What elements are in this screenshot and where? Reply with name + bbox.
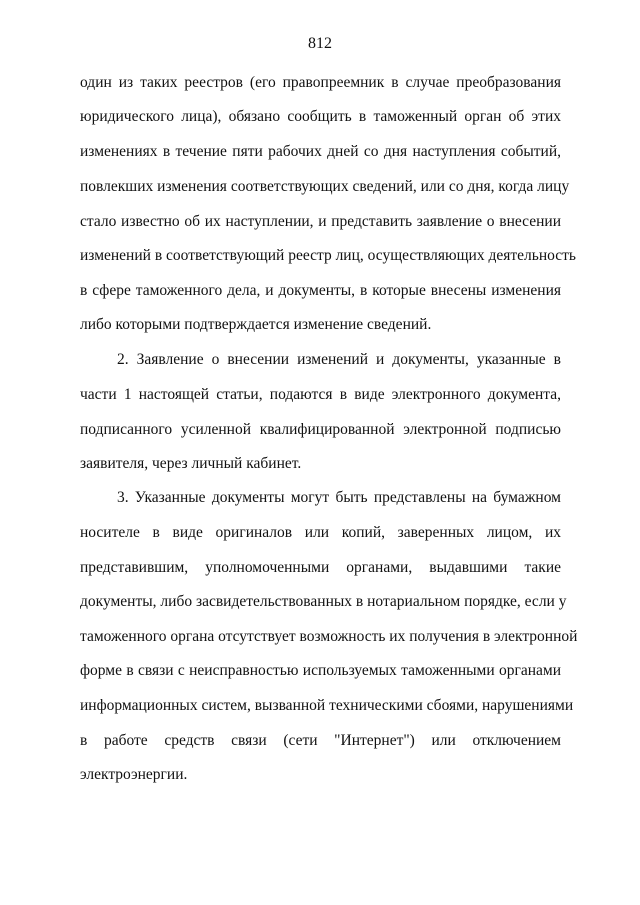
text-line: повлекших изменения соответствующих сведений, или со дня, когда лицу — [80, 178, 570, 195]
text-line: изменениях в течение пяти рабочих дней со дня наступления событий, — [80, 143, 561, 160]
paragraph-2-first-line: 2. Заявление о внесении изменений и документы, указанные в — [117, 351, 561, 368]
text-line: в работе средств связи (сети "Интернет") или отключением — [80, 732, 561, 749]
text-line: представившим, уполномоченными органами, выдавшими такие — [80, 559, 561, 576]
text-line: изменений в соответствующий реестр лиц, осуществляющих деятельность — [80, 247, 576, 264]
paragraph-3-first-line: 3. Указанные документы могут быть представлены на бумажном — [117, 489, 561, 506]
text-line: информационных систем, вызванной техническими сбоями, нарушениями — [80, 697, 574, 714]
text-line: носителе в виде оригиналов или копий, заверенных лицом, их — [80, 524, 561, 541]
text-line: юридического лица), обязано сообщить в таможенный орган об этих — [80, 108, 561, 125]
text-line: электроэнергии. — [80, 766, 188, 783]
text-line: в сфере таможенного дела, и документы, в которые внесены изменения — [80, 282, 561, 299]
text-line: таможенного органа отсутствует возможность их получения в электронной — [80, 628, 578, 645]
text-line: форме в связи с неисправностью используемых таможенными органами — [80, 662, 561, 679]
text-line: документы, либо засвидетельствованных в нотариальном порядке, если у — [80, 593, 567, 610]
text-line: либо которыми подтверждается изменение сведений. — [80, 316, 432, 333]
page-number: 812 — [308, 35, 332, 52]
text-line: стало известно об их наступлении, и представить заявление о внесении — [80, 213, 561, 230]
text-line: заявителя, через личный кабинет. — [80, 455, 302, 472]
text-line: один из таких реестров (его правопреемник в случае преобразования — [80, 74, 561, 91]
text-line: подписанного усиленной квалифицированной электронной подписью — [80, 421, 561, 438]
text-line: части 1 настоящей статьи, подаются в виде электронного документа, — [80, 386, 561, 403]
